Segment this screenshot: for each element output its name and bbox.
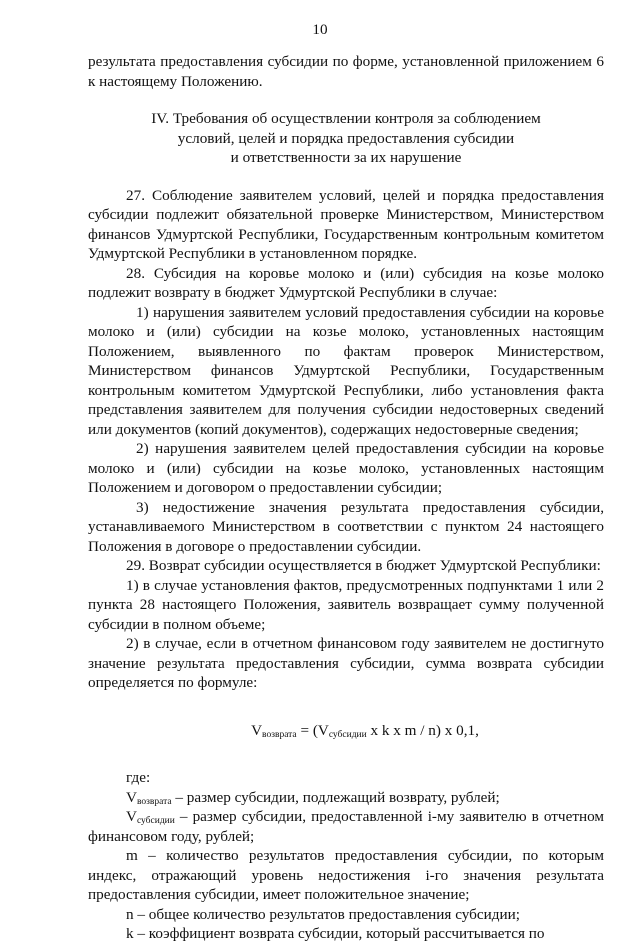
definition-v-refund-subscript: возврата — [136, 796, 172, 807]
refund-formula — [88, 721, 604, 741]
paragraph-28-item-2: 2) нарушения заявителем целей предоставления субсидии на коровье молоко и (или) субсидии на козье молоко, установленных настоящим Положением и договором о предоставлении субсидии; — [88, 440, 604, 496]
page-number: 10 — [312, 21, 328, 38]
definition-v-subsidy — [88, 807, 604, 846]
definition-v-refund-text: – размер субсидии, подлежащий возврату, рублей; — [171, 788, 500, 806]
definition-v-subsidy-text: – размер субсидии, предоставленной i-му заявителю в отчетном финансовом году, рублей; — [88, 808, 604, 845]
where-label: где: — [126, 769, 151, 786]
paragraph-27: 27. Соблюдение заявителем условий, целей и порядка предоставления субсидии подлежит обязательной проверке Министерством, Министерством финансов Удмуртской Республики, Государственным контрольным комитетом Удмуртской Республики в установленном порядке. — [88, 186, 604, 262]
formula-lhs-subscript: возврата — [262, 729, 297, 740]
definition-v-refund-symbol: V — [126, 788, 137, 806]
section-heading-line-3: и ответственности за их нарушение — [230, 149, 462, 166]
intro-paragraph: результата предоставления субсидии по форме, установленной приложением 6 к настоящему Положению. — [88, 53, 604, 90]
definition-n: n – общее количество результатов предоставления субсидии; — [126, 905, 520, 923]
formula-rhs-subscript: субсидии — [328, 729, 367, 740]
formula-rhs-rest: x k x m / n) x 0,1, — [366, 721, 479, 739]
formula-equals: = (V — [296, 721, 329, 739]
paragraph-29-item-1: 1) в случае установления фактов, предусмотренных подпунктами 1 или 2 пункта 28 настоящего Положения, заявитель возвращает сумму полученной субсидии в полном объеме; — [88, 576, 604, 633]
definition-v-subsidy-symbol: V — [126, 808, 137, 825]
definition-v-subsidy-subscript: субсидии — [136, 816, 175, 826]
section-heading-line-2: условий, целей и порядка предоставления субсидии — [177, 129, 515, 147]
paragraph-28-item-1: 1) нарушения заявителем условий предоставления субсидии на коровье молоко и (или) субсидии на козье молоко, установленных настоящим Положением, выявленного по фактам проверок Министерством, Министерством финансов Удмуртской Республики, Государственным контрольным комитетом Удмуртской Республики, либо установления факта представления заявителем для получения субсидии недостоверных сведений или документов (копий документов), содержащих недостоверные сведения; — [88, 303, 604, 438]
section-heading-line-1: IV. Требования об осуществлении контроля за соблюдением — [151, 110, 541, 127]
formula-lhs-symbol: V — [251, 721, 263, 739]
document-body — [88, 52, 604, 944]
definition-k: k – коэффициент возврата субсидии, который рассчитывается по — [126, 925, 545, 942]
section-heading — [88, 109, 604, 168]
paragraph-29: 29. Возврат субсидии осуществляется в бюджет Удмуртской Республики: — [126, 557, 601, 574]
paragraph-28: 28. Субсидия на коровье молоко и (или) субсидия на козье молоко подлежит возврату в бюджет Удмуртской Республики в случае: — [88, 264, 604, 301]
definition-m: m – количество результатов предоставления субсидии, по которым индекс, отражающий уровень недостижения i-го значения результата предоставления субсидии, имеет положительное значение; — [88, 847, 604, 903]
paragraph-29-item-2: 2) в случае, если в отчетном финансовом году заявителем не достигнуто значение результата предоставления субсидии, сумма возврата субсидии определяется по формуле: — [88, 635, 604, 691]
paragraph-28-item-3: 3) недостижение значения результата предоставления субсидии, устанавливаемого Министерством в соответствии с пунктом 24 настоящего Положения в договоре о предоставлении субсидии. — [88, 498, 604, 555]
definition-v-refund — [88, 788, 604, 808]
